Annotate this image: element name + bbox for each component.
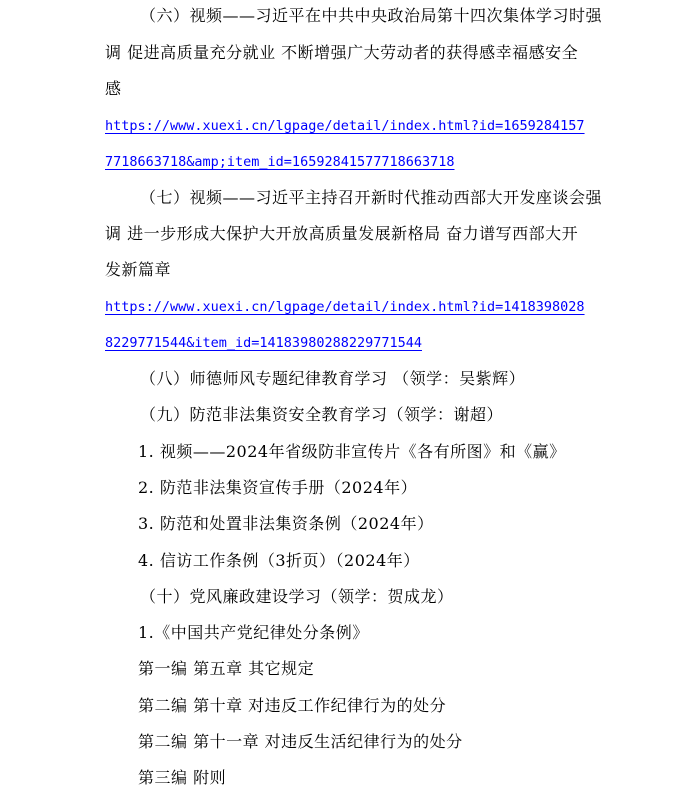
list-item: 第二编 第十一章 对违反生活纪律行为的处分 [138, 732, 463, 751]
item-seven-heading-line2: 调 进一步形成大保护大开放高质量发展新格局 奋力谱写西部大开 [105, 224, 579, 243]
item-six-heading-line1: （六）视频——习近平在中共中央政治局第十四次集体学习时强 [140, 6, 603, 25]
list-item: 第一编 第五章 其它规定 [138, 659, 315, 678]
item-eight-heading: （八）师德师风专题纪律教育学习 （领学：吴紫辉） [140, 369, 526, 388]
item-six-heading-line2: 调 促进高质量充分就业 不断增强广大劳动者的获得感幸福感安全 [105, 43, 579, 62]
item-six-heading-line3: 感 [105, 79, 122, 98]
item-seven-heading-line3: 发新篇章 [105, 260, 172, 279]
video-link-six-line2[interactable]: 7718663718&amp;item_id=16592841577718663718 [105, 154, 455, 170]
list-item: 1.《中国共产党纪律处分条例》 [138, 623, 369, 642]
list-item: 第三编 附则 [138, 768, 227, 787]
video-link-seven-line2[interactable]: 8229771544&item_id=14183980288229771544 [105, 335, 422, 351]
video-link-six-line1[interactable]: https://www.xuexi.cn/lgpage/detail/index.html?id=1659284157 [105, 118, 585, 134]
list-item: 4. 信访工作条例（3折页）（2024年） [138, 551, 420, 570]
video-link-seven-line1[interactable]: https://www.xuexi.cn/lgpage/detail/index.html?id=1418398028 [105, 299, 585, 315]
item-seven-heading-line1: （七）视频——习近平主持召开新时代推动西部大开发座谈会强 [140, 188, 603, 207]
list-item: 3. 防范和处置非法集资条例（2024年） [138, 514, 434, 533]
item-nine-heading: （九）防范非法集资安全教育学习（领学：谢超） [140, 405, 504, 424]
list-item: 2. 防范非法集资宣传手册（2024年） [138, 478, 418, 497]
item-ten-heading: （十）党风廉政建设学习（领学：贺成龙） [140, 587, 454, 606]
list-item: 第二编 第十章 对违反工作纪律行为的处分 [138, 696, 447, 715]
list-item: 1. 视频——2024年省级防非宣传片《各有所图》和《赢》 [138, 442, 566, 461]
